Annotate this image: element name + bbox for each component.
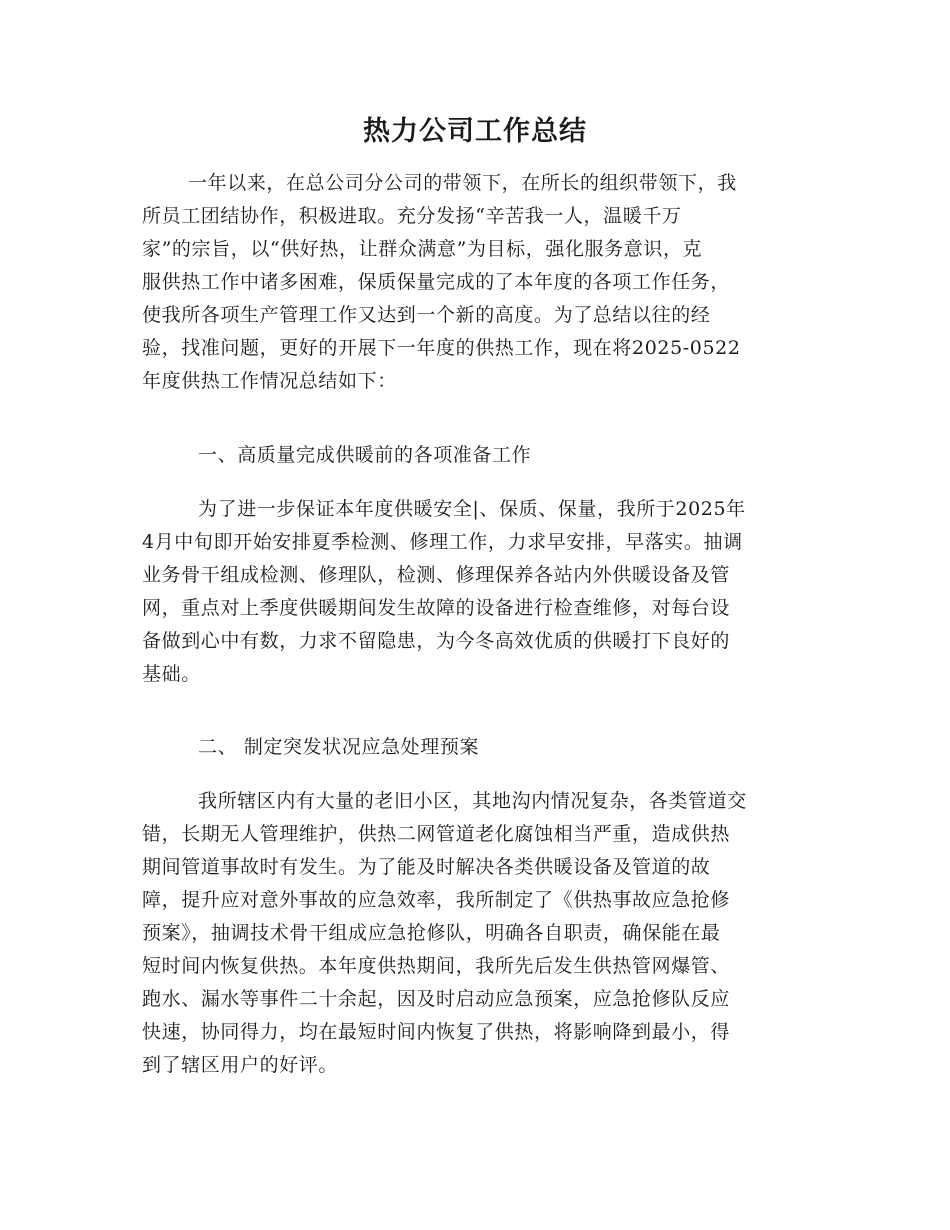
paragraph-line: 所员工团结协作，积极进取。充分发扬“辛苦我一人，温暖千万 [142,205,682,227]
paragraph-line: 备做到心中有数，力求不留隐患，为今冬高效优质的供暖打下良好的 [142,630,731,652]
paragraph-line: 4月中旬即开始安排夏季检测、修理工作，力求早安排，早落实。抽调 [142,531,743,553]
paragraph-line: 我所辖区内有大量的老旧小区，其地沟内情况复杂，各类管道交 [198,790,747,812]
paragraph-line: 验，找准问题，更好的开展下一年度的供热工作，现在将2025-0522 [142,337,741,359]
paragraph-line: 短时间内恢复供热。本年度供热期间，我所先后发生供热管网爆管、 [142,955,731,977]
paragraph-line: 为了进一步保证本年度供暖安全|、保质、保量，我所于2025年 [198,498,746,520]
section-heading: 一、高质量完成供暖前的各项准备工作 [198,444,532,466]
paragraph-line: 使我所各项生产管理工作又达到一个新的高度。为了总结以往的经 [142,304,711,326]
paragraph-line: 业务骨干组成检测、修理队，检测、修理保养各站内外供暖设备及管 [142,564,731,586]
paragraph-line: 跑水、漏水等事件二十余起，因及时启动应急预案，应急抢修队反应 [142,988,731,1010]
document-title: 热力公司工作总结 [363,116,587,147]
paragraph-line: 家”的宗旨，以“供好热，让群众满意”为目标，强化服务意识，克 [142,238,703,260]
paragraph-line: 网，重点对上季度供暖期间发生故障的设备进行检查维修，对每台设 [142,597,731,619]
paragraph-line: 到了辖区用户的好评。 [142,1054,339,1076]
paragraph-line: 障，提升应对意外事故的应急效率，我所制定了《供热事故应急抢修 [142,889,731,911]
paragraph-line: 错，长期无人管理维护，供热二网管道老化腐蚀相当严重，造成供热 [142,823,731,845]
paragraph-line: 快速，协同得力，均在最短时间内恢复了供热，将影响降到最小，得 [142,1021,731,1043]
paragraph-line: 预案》，抽调技术骨干组成应急抢修队，明确各自职责，确保能在最 [142,922,721,944]
paragraph-line: 期间管道事故时有发生。为了能及时解决各类供暖设备及管道的故 [142,856,711,878]
paragraph-line: 服供热工作中诸多困难，保质保量完成的了本年度的各项工作任务， [142,271,731,293]
paragraph-line: 年度供热工作情况总结如下： [142,370,397,392]
section-heading: 二、 制定突发状况应急处理预案 [198,736,480,758]
paragraph-line: 基础。 [142,663,201,685]
paragraph-line: 一年以来，在总公司分公司的带领下，在所长的组织带领下，我 [188,172,737,194]
